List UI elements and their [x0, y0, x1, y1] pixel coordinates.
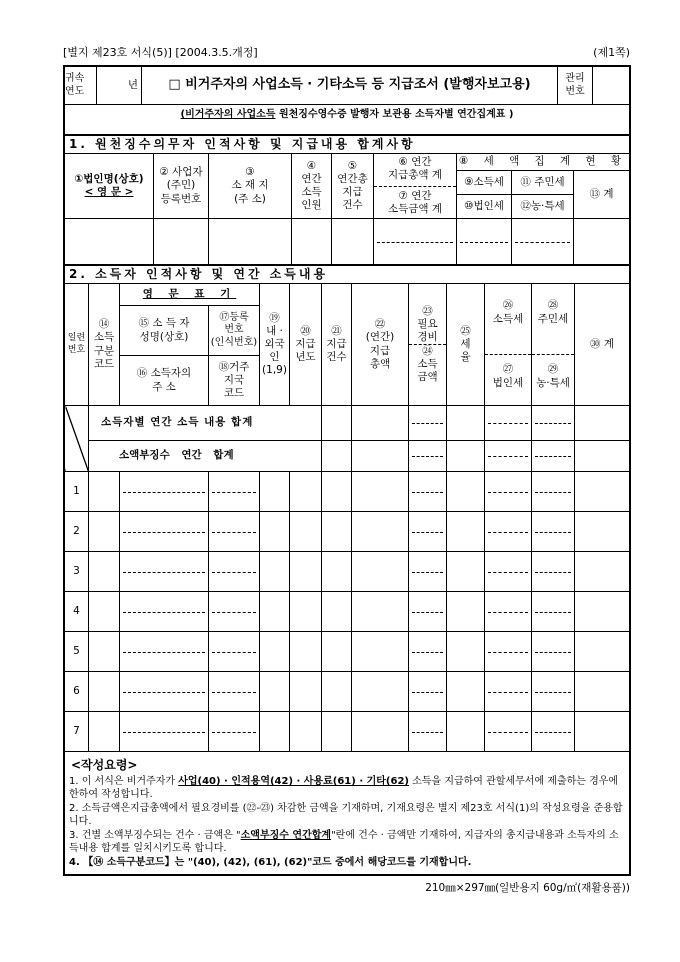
tax-field-2[interactable] [512, 219, 574, 265]
year-label: 귀속 연도 [65, 67, 97, 105]
address-field[interactable] [209, 219, 292, 265]
year-unit: 년 [127, 78, 138, 91]
col-total-count: ⑤ 연간총 지급 건수 [332, 154, 374, 219]
tax-form [63, 65, 631, 876]
english-notation-header: 영 문 표 기 [120, 284, 260, 306]
instruction-text: 소득을 지급하여 관할세무서에 제출하는 경우에 한하여 작성합니다. [69, 776, 619, 800]
col-earner-name: ⑮ 소 득 자 성명(상호) [120, 306, 209, 356]
row-number: 7 [65, 712, 89, 752]
table-row [65, 712, 630, 752]
checkbox[interactable]: □ [168, 77, 181, 93]
mgmt-number-label: 관리 번호 [558, 67, 593, 105]
resident-tax-label: ㉘ 주민세 [537, 299, 569, 325]
table-row [65, 592, 630, 632]
row-number: 4 [65, 592, 89, 632]
section2-table [64, 265, 630, 875]
col-serial: 일련 번호 [65, 284, 89, 406]
instruction-text: "란에 건수 · 금액만 기재하여, 지급자의 총지급내용과 소득자의 소득내용 합계를 일치시키도록 합니다. [69, 830, 619, 854]
amount-field[interactable] [374, 219, 457, 265]
summary-small-label: 소액부징수 연간 합계 [89, 441, 322, 472]
instruction-4: 4. 【⑭ 소득구분코드】는 "(40), (42), (61), (62)"코드 중에서 해당코드를 기재합니다. [69, 857, 472, 868]
subtitle-underlined: (비거주자의 사업소득 [180, 109, 276, 120]
col-income-tax: ⑨소득세 [457, 171, 512, 195]
table-row [65, 512, 630, 552]
section1-table [64, 135, 630, 265]
company-name-label: ①법인명(상호) [74, 172, 144, 185]
col-company-name [65, 154, 154, 219]
instruction-1 [69, 776, 625, 801]
tax-summary-header: ⑧ 세 액 집 계 현 황 [457, 154, 630, 171]
instruction-emphasis: 사업(40) · 인적용역(42) · 사용료(61) · 기타(62) [178, 776, 409, 787]
col-pay-year: ⑳ 지급 년도 [290, 284, 322, 406]
col-total-pay: ㉒ (연간) 지급 총액 [352, 284, 409, 406]
form-header [63, 44, 630, 60]
annual-payment-label: ⑥ 연간 지급총액 계 [387, 156, 443, 182]
table-row [65, 632, 630, 672]
row-number: 1 [65, 472, 89, 512]
income-tax-label: ㉖ 소득세 [492, 299, 524, 325]
col-sum: ㉚ 계 [575, 284, 630, 406]
table-row [65, 552, 630, 592]
instruction-text: 3. 건별 소액부징수되는 건수 · 금액은 " [69, 830, 241, 841]
paper-spec: 210㎜×297㎜(일반용지 60g/㎡(재활용품)) [425, 882, 630, 894]
instruction-text: 1. 이 서식은 비거주자가 [69, 776, 179, 787]
annual-income-label: ⑦ 연간 소득금액 계 [374, 186, 456, 216]
section2-heading: 2. 소득자 인적사항 및 연간 소득내용 [65, 266, 630, 284]
col-rural-tax: ⑫농·특세 [512, 195, 574, 219]
title-table [64, 66, 630, 135]
subtitle [65, 105, 630, 135]
col-resident-tax: ⑪ 주민세 [512, 171, 574, 195]
col-country-code: ⑱거주 지국 코드 [209, 356, 260, 406]
summary-total-label: 소득자별 연간 소득 내용 합계 [89, 406, 322, 441]
tax-field-1[interactable] [457, 219, 512, 265]
col-annual-persons: ④ 연간 소득 인원 [292, 154, 332, 219]
page-number: (제1쪽) [593, 46, 630, 59]
col-reg-id: ⑰등록 번호 (인식번호) [209, 306, 260, 356]
total-field[interactable] [574, 219, 630, 265]
col-corp-tax: ⑩법인세 [457, 195, 512, 219]
col-income-code: ⑭ 소득 구분 코드 [89, 284, 120, 406]
row-number: 5 [65, 632, 89, 672]
persons-field[interactable] [292, 219, 332, 265]
col-tax-rate: ㉕ 세 율 [447, 284, 485, 406]
row-number: 3 [65, 552, 89, 592]
count-field[interactable] [332, 219, 374, 265]
col-reg-number: ② 사업자 (주민) 등록번호 [154, 154, 209, 219]
col-total: ⑬ 계 [574, 171, 630, 219]
instruction-2: 2. 소득금액은지급총액에서 필요경비를 (㉒-㉓) 차감한 금액을 기재하며, 기재요령은 별지 제23호 서식(1)의 작성요령을 준용합니다. [69, 803, 623, 827]
instruction-emphasis: 소액부징수 연간합계 [240, 830, 332, 841]
col-income-corp-tax [485, 284, 532, 406]
instructions [65, 752, 630, 875]
instructions-title: <작성요령> [71, 758, 138, 772]
summary-row-total [65, 406, 630, 441]
col-resident-rural-tax [532, 284, 575, 406]
row-number: 2 [65, 512, 89, 552]
english-label: < 영 문 > [84, 186, 134, 198]
col-domestic-foreign: ⑲ 내 · 외국 인 (1,9) [260, 284, 290, 406]
subtitle-rest: 원천징수영수증 발행자 보관용 소득자별 연간집계표 ) [275, 109, 514, 120]
col-expenses-income [409, 284, 447, 406]
form-reference: [별지 제23호 서식(5)] [2004.3.5.개정] [63, 46, 258, 59]
row-number: 6 [65, 672, 89, 712]
col-address: ③ 소 재 지 (주 소) [209, 154, 292, 219]
diagonal-cell [65, 406, 89, 472]
col-annual-amounts [374, 154, 457, 219]
section1-heading: 1. 원천징수의무자 인적사항 및 지급내용 합계사항 [65, 136, 630, 154]
year-field[interactable] [97, 67, 142, 105]
col-earner-address: ⑯ 소득자의 주 소 [120, 356, 209, 406]
income-amount-label: ㉔ 소득 금액 [409, 344, 446, 384]
rural-tax-label: ㉙ 농·특세 [532, 354, 574, 389]
expenses-label: ㉓ 필요 경비 [417, 304, 438, 343]
col-pay-count: ㉑ 지급 건수 [322, 284, 352, 406]
table-row [65, 472, 630, 512]
summary-row-small [65, 441, 630, 472]
form-title: 비거주자의 사업소득 · 기타소득 등 지급조서 (발행자보고용) [185, 77, 531, 93]
corp-tax-label: ㉗ 법인세 [485, 354, 531, 389]
section1-data-row [65, 219, 630, 265]
table-row [65, 672, 630, 712]
instruction-3 [69, 830, 625, 855]
mgmt-number-field[interactable] [593, 67, 630, 105]
reg-number-field[interactable] [154, 219, 209, 265]
company-name-field[interactable] [65, 219, 154, 265]
